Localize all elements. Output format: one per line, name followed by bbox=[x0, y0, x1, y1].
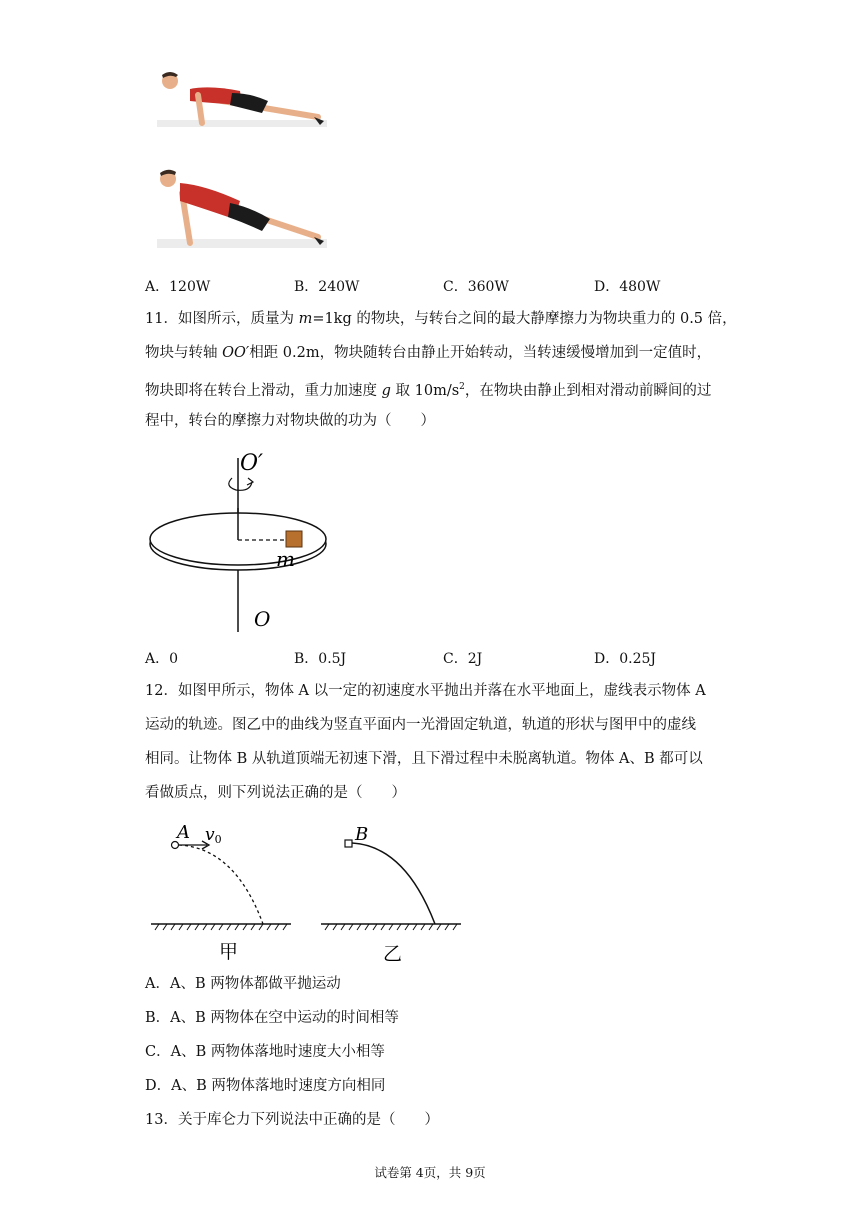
option-letter: B． bbox=[294, 651, 319, 667]
q13-stem: 13．关于库仑力下列说法中正确的是（ ） bbox=[145, 1112, 439, 1128]
arrowhead-icon bbox=[247, 478, 253, 485]
q12-line-2: 运动的轨迹。图乙中的曲线为竖直平面内一光滑固定轨道，轨道的形状与图甲中的虚线 bbox=[145, 717, 696, 733]
turntable-figure bbox=[140, 448, 340, 642]
block bbox=[286, 531, 302, 547]
caption-jia: 甲 bbox=[219, 941, 239, 963]
q11-option-a bbox=[145, 648, 178, 668]
label-a: A bbox=[177, 822, 190, 843]
option-letter: A． bbox=[145, 279, 170, 295]
option-letter: D． bbox=[594, 651, 620, 667]
label-o: O bbox=[254, 607, 271, 631]
q12-line-3: 相同。让物体 B 从轨道顶端无初速下滑，且下滑过程中未脱离轨道。物体 A、B 都可以 bbox=[145, 751, 703, 767]
option-text: 0.5J bbox=[318, 651, 347, 667]
label-b: B bbox=[355, 824, 369, 845]
text-segment: 物块与转轴 bbox=[145, 345, 223, 361]
pushup-figure-bottom bbox=[150, 163, 335, 259]
q12-option-a: A．A、B 两物体都做平抛运动 bbox=[145, 976, 341, 992]
q12-option-b: B．A、B 两物体在空中运动的时间相等 bbox=[145, 1010, 399, 1026]
text-segment: 取 10m/s bbox=[390, 382, 460, 399]
q10-option-a bbox=[145, 276, 210, 296]
ground-hatch-right bbox=[325, 924, 457, 930]
option-text: 2J bbox=[467, 651, 483, 667]
q12-line-1: 12．如图甲所示，物体 A 以一定的初速度水平抛出并落在水平地面上，虚线表示物体 A bbox=[145, 683, 706, 699]
option-text: 480W bbox=[619, 279, 661, 295]
label-o-prime: O′ bbox=[240, 451, 264, 476]
variable-m: m bbox=[298, 311, 313, 327]
q10-option-d bbox=[594, 276, 660, 296]
q11-option-c bbox=[443, 648, 482, 668]
label-v0 bbox=[205, 825, 222, 846]
caption-yi: 乙 bbox=[383, 943, 403, 965]
q11-line-4: 程中，转台的摩擦力对物块做的功为（ ） bbox=[145, 413, 435, 429]
q12-option-d: D．A、B 两物体落地时速度方向相同 bbox=[145, 1078, 386, 1094]
projectile-figure bbox=[145, 818, 475, 972]
q11-option-d bbox=[594, 648, 656, 668]
q10-option-c bbox=[443, 276, 509, 296]
projectile-diagram bbox=[145, 818, 475, 968]
option-letter: B． bbox=[294, 279, 319, 295]
option-letter: A． bbox=[145, 651, 170, 667]
option-text: 240W bbox=[318, 279, 360, 295]
text-segment: =1kg 的物块，与转台之间的最大静摩擦力为物块重力的 0.5 倍， bbox=[312, 311, 737, 327]
superscript: 2 bbox=[459, 382, 465, 392]
pushup-figure-top bbox=[150, 65, 335, 139]
option-text: 120W bbox=[169, 279, 211, 295]
option-letter: C． bbox=[443, 651, 468, 667]
label-sub-0: 0 bbox=[214, 833, 222, 846]
axis-label: OO′ bbox=[222, 345, 250, 361]
q12-option-c: C．A、B 两物体落地时速度大小相等 bbox=[145, 1044, 385, 1060]
trajectory-dashed bbox=[179, 845, 263, 924]
track-curve bbox=[352, 843, 435, 924]
q11-line-1 bbox=[145, 310, 737, 328]
object-b bbox=[345, 840, 352, 847]
ground-hatch-left bbox=[155, 924, 287, 930]
option-text: 360W bbox=[467, 279, 509, 295]
label-m: m bbox=[276, 547, 295, 571]
q12-line-4: 看做质点，则下列说法正确的是（ ） bbox=[145, 785, 406, 801]
turntable-diagram bbox=[140, 448, 340, 638]
shorts bbox=[228, 203, 270, 231]
q11-line-2 bbox=[145, 344, 711, 362]
option-letter: D． bbox=[594, 279, 620, 295]
pushup-illustration-bottom bbox=[150, 163, 335, 255]
text-segment: 物块即将在转台上滑动，重力加速度 bbox=[145, 382, 382, 399]
option-letter: C． bbox=[443, 279, 468, 295]
floor-mat bbox=[157, 239, 327, 248]
label-v: v bbox=[205, 825, 215, 845]
page-footer: 试卷第 4页，共 9页 bbox=[374, 1165, 486, 1180]
q10-option-b bbox=[294, 276, 359, 296]
pushup-illustration-top bbox=[150, 65, 335, 135]
q11-option-b bbox=[294, 648, 346, 668]
text-segment: 相距 0.2m，物块随转台由静止开始转动，当转速缓慢增加到一定值时， bbox=[249, 345, 712, 361]
shorts bbox=[230, 93, 268, 113]
option-text: 0.25J bbox=[619, 651, 657, 667]
floor-mat bbox=[157, 120, 327, 127]
option-text: 0 bbox=[169, 651, 179, 667]
variable-g: g bbox=[381, 382, 391, 399]
q11-line-3 bbox=[145, 378, 711, 400]
arm bbox=[198, 95, 202, 123]
text-segment: 11．如图所示，质量为 bbox=[145, 311, 299, 327]
text-segment: ，在物块由静止到相对滑动前瞬间的过 bbox=[464, 382, 712, 399]
